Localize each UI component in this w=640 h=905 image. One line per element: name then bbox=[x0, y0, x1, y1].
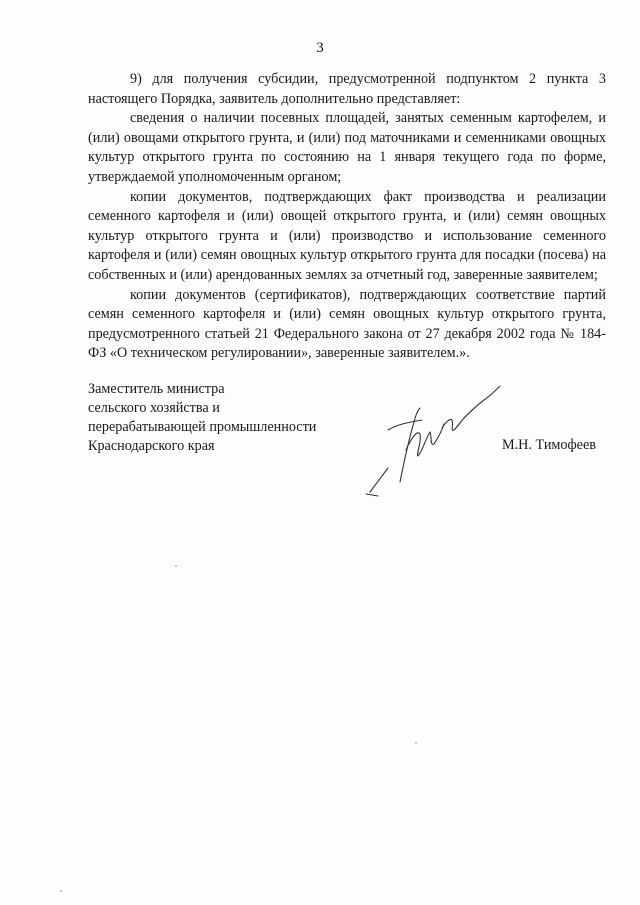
paragraph-item-9: 9) для получения субсидии, предусмотренной подпунктом 2 пункта 3 настоящего Порядка, заявитель дополнительно представляет: bbox=[88, 71, 606, 107]
scan-speck bbox=[415, 742, 417, 744]
handwritten-signature bbox=[358, 372, 508, 507]
scan-speck bbox=[60, 890, 62, 892]
paragraph-certificates: копии документов (сертификатов), подтверждающих соответствие партий семян семенного картофеля и (или) семян овощных культур открытого грунта, предусмотренного статьей 21 Федерального закона от 27 декабря 2002 года № 184-ФЗ «О техническом регулировании», заверенные заявителем.». bbox=[88, 286, 606, 362]
document-body bbox=[88, 70, 606, 364]
signatory-title-line: перерабатывающей промышленности bbox=[88, 419, 317, 435]
signatory-title-line: Краснодарского края bbox=[88, 438, 215, 454]
paragraph-sown-areas: сведения о наличии посевных площадей, занятых семенным картофелем, и (или) овощами открытого грунта, и (или) под маточниками и семенниками овощных культур открытого грунта по состоянию на 1 января текущего года по форме, утверждаемой уполномоченным органом; bbox=[88, 110, 606, 185]
signatory-title-line: сельского хозяйства и bbox=[88, 400, 220, 416]
signatory-name: М.Н. Тимофеев bbox=[502, 437, 596, 453]
paragraph-production-documents: копии документов, подтверждающих факт производства и реализации семенного картофеля и (или) овощей открытого грунта, и (или) семян овощных культур открытого грунта и (или) производство и использование семенного картофеля и (или) семян овощных культур открытого грунта для посадки (посева) на собственных и (или) арендованных землях за отчетный год, заверенные заявителем; bbox=[88, 188, 606, 283]
scan-speck bbox=[175, 565, 177, 567]
page-number: 3 bbox=[316, 40, 324, 56]
signatory-title-line: Заместитель министра bbox=[88, 381, 225, 397]
signatory-title bbox=[88, 380, 316, 456]
